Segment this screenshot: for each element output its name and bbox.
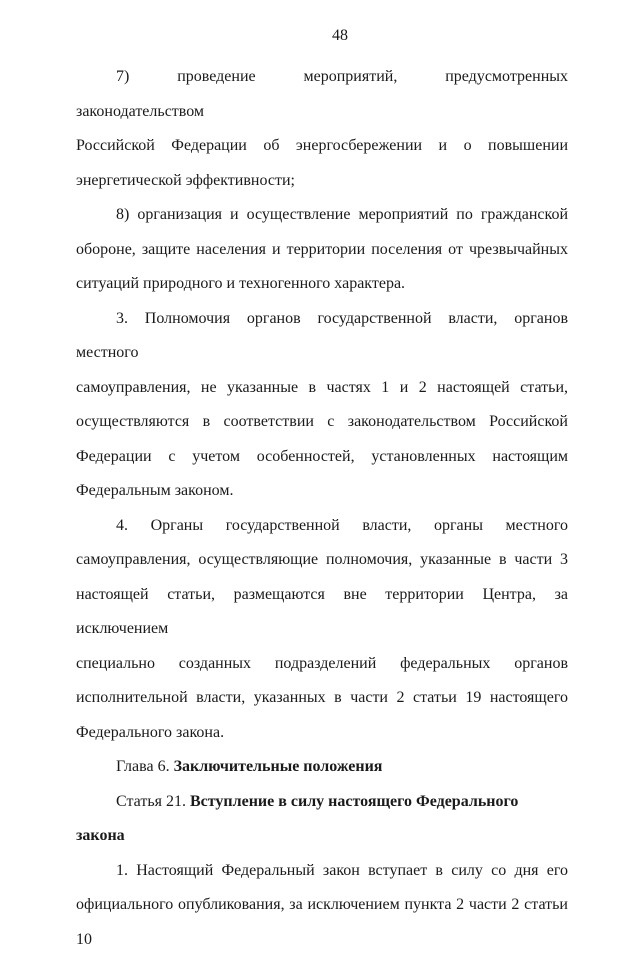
paragraph-part-3 [76,302,568,509]
text-line: 1. Настоящий Федеральный закон вступает в силу со дня его [76,854,568,889]
text-line: обороне, защите населения и территории поселения от чрезвычайных [76,233,568,268]
text-line: исполнительной власти, указанных в части 2 статьи 19 настоящего [76,681,568,716]
article-prefix: Статья 21. [116,793,190,810]
text-line: Федерации с учетом особенностей, установленных настоящим [76,440,568,475]
document-body [76,60,568,957]
page-number: 48 [0,27,640,45]
text-line: специально созданных подразделений федеральных органов [76,647,568,682]
text-line: Федерального закона. [76,716,568,751]
paragraph-part-4 [76,509,568,751]
text-line: Российской Федерации об энергосбережении и о повышении [76,129,568,164]
chapter-heading [76,750,568,785]
text-line: настоящей статьи, размещаются вне территории Центра, за исключением [76,578,568,647]
text-line: самоуправления, не указанные в частях 1 и 2 настоящей статьи, [76,371,568,406]
chapter-prefix: Глава 6. [116,758,174,775]
text-line: 7) проведение мероприятий, предусмотренных законодательством [76,60,568,129]
text-line: осуществляются в соответствии с законодательством Российской [76,405,568,440]
text-line: 3. Полномочия органов государственной власти, органов местного [76,302,568,371]
paragraph-item-8 [76,198,568,302]
article-heading [76,785,568,854]
text-line: самоуправления, осуществляющие полномочия, указанные в части 3 [76,543,568,578]
text-line: Федеральным законом. [76,474,568,509]
text-line: официального опубликования, за исключением пункта 2 части 2 статьи 10 [76,888,568,957]
paragraph-item-7 [76,60,568,198]
paragraph-article-21-part-1 [76,854,568,957]
article-title: Вступление в силу настоящего Федерального закона [76,793,518,845]
text-line: ситуаций природного и техногенного характера. [76,267,568,302]
text-line: 8) организация и осуществление мероприятий по гражданской [76,198,568,233]
text-line: 4. Органы государственной власти, органы местного [76,509,568,544]
text-line: энергетической эффективности; [76,164,568,199]
chapter-title: Заключительные положения [174,758,383,775]
